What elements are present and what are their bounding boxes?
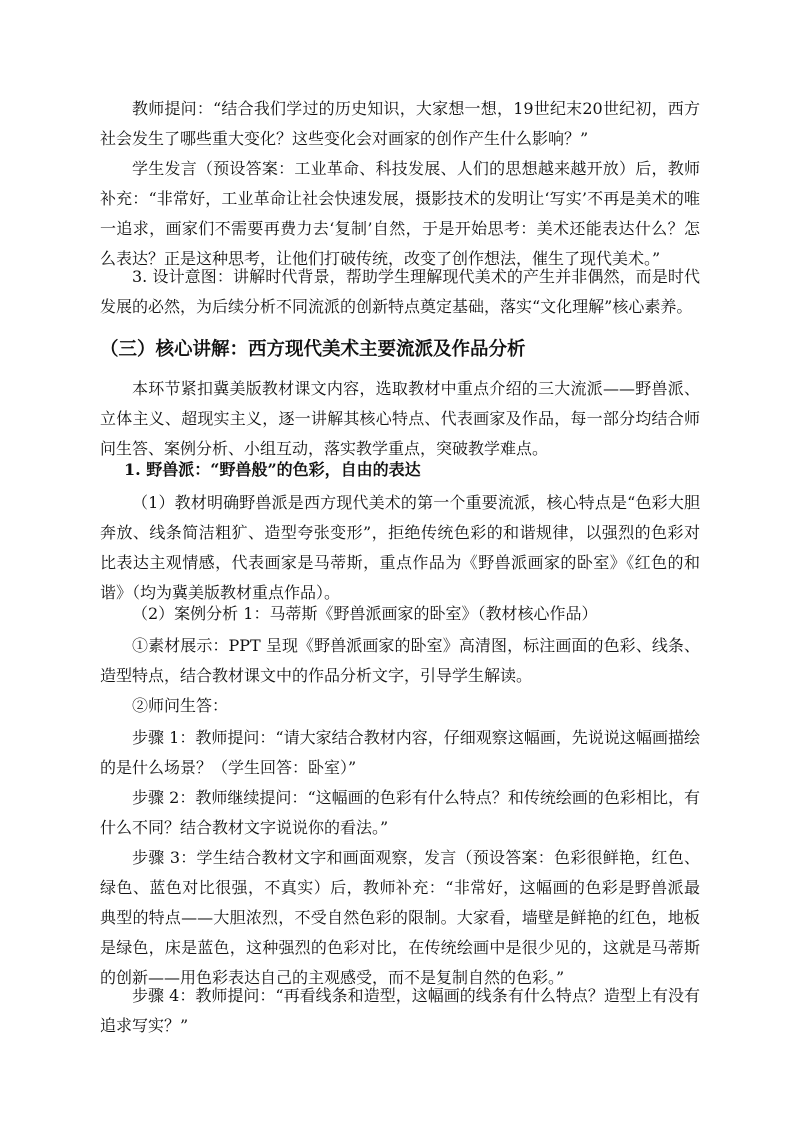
- paragraph-qa-label: ②师问生答：: [132, 696, 229, 715]
- paragraph-step-3: 步骤 3：学生结合教材文字和画面观察，发言（预设答案：色彩很鲜艳，红色、绿色、蓝色对比很强，不真实）后，教师补充：“非常好，这幅画的色彩是野兽派最典型的特点——大胆浓烈，不受自然色彩的限制。大家看，墙壁是鲜艳的红色，地板是绿色，床是蓝色，这种强烈的色彩对比，在传统绘画中是很少见的，这就是马蒂斯的创新——用色彩表达自己的主观感受，而不是复制自然的色彩。”: [100, 848, 700, 987]
- paragraph-fauvism-overview: （1）教材明确野兽派是西方现代美术的第一个重要流派，核心特点是“色彩大胆奔放、线条简洁粗犷、造型夸张变形”，拒绝传统色彩的和谐规律，以强烈的色彩对比表达主观情感，代表画家是马蒂斯，重点作品为《野兽派画家的卧室》《红色的和谐》（均为冀美版教材重点作品）。: [100, 493, 700, 602]
- paragraph-step-4: 步骤 4：教师提问：“再看线条和造型，这幅画的线条有什么特点？造型上有没有追求写实？”: [100, 986, 700, 1035]
- paragraph-section-intro: 本环节紧扣冀美版教材课文内容，选取教材中重点介绍的三大流派——野兽派、立体主义、超现实主义，逐一讲解其核心特点、代表画家及作品，每一部分均结合师问生答、案例分析、小组互动，落实教学重点，突破教学难点。: [100, 379, 700, 458]
- section-heading: （三）核心讲解：西方现代美术主要流派及作品分析: [100, 339, 526, 360]
- paragraph-teacher-question: 教师提问：“结合我们学过的历史知识，大家想一想，19世纪末20世纪初，西方社会发生了哪些重大变化？这些变化会对画家的创作产生什么影响？”: [100, 99, 700, 148]
- paragraph-case-analysis: （2）案例分析 1：马蒂斯《野兽派画家的卧室》（教材核心作品）: [132, 604, 598, 623]
- paragraph-material-display: ①素材展示：PPT 呈现《野兽派画家的卧室》高清图，标注画面的色彩、线条、造型特点，结合教材课文中的作品分析文字，引导学生解读。: [100, 636, 700, 685]
- paragraph-student-answer: 学生发言（预设答案：工业革命、科技发展、人们的思想越来越开放）后，教师补充：“非常好，工业革命让社会快速发展，摄影技术的发明让‘写实’不再是美术的唯一追求，画家们不需要再费力去‘复制’自然，于是开始思考：美术还能表达什么？怎么表达？正是这种思考，让他们打破传统，改变了创作想法，催生了现代美术。”: [100, 159, 700, 268]
- paragraph-design-intent: 3. 设计意图：讲解时代背景，帮助学生理解现代美术的产生并非偶然，而是时代发展的必然，为后续分析不同流派的创新特点奠定基础，落实“文化理解”核心素养。: [100, 267, 700, 316]
- paragraph-step-1: 步骤 1：教师提问：“请大家结合教材内容，仔细观察这幅画，先说说这幅画描绘的是什么场景？（学生回答：卧室）”: [100, 728, 700, 777]
- paragraph-step-2: 步骤 2：教师继续提问：“这幅画的色彩有什么特点？和传统绘画的色彩相比，有什么不同？结合教材文字说说你的看法。”: [100, 788, 700, 837]
- subheading-fauvism: 1. 野兽派：“野兽般”的色彩，自由的表达: [124, 460, 421, 479]
